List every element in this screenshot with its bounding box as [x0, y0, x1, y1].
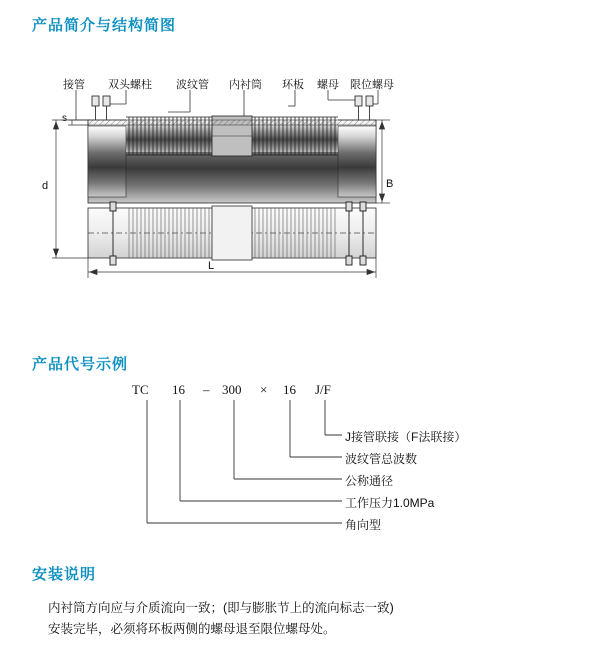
code-token-diameter: 300	[222, 382, 242, 397]
diagram-drawing	[0, 60, 600, 295]
install-notes	[48, 598, 568, 640]
code-desc-diameter: 公称通径	[345, 474, 394, 488]
code-token-connection: J/F	[315, 382, 331, 397]
code-token-times: ×	[260, 382, 268, 397]
code-leader-lines	[0, 378, 600, 548]
code-token-type: TC	[132, 382, 149, 397]
code-desc-waves: 波纹管总波数	[345, 452, 418, 466]
code-desc-pressure: 工作压力1.0MPa	[345, 496, 435, 510]
install-note-line-2: 安装完毕，必须将环板两侧的螺母退至限位螺母处。	[48, 622, 336, 636]
callout-label-limit-nut: 限位螺母	[350, 79, 394, 91]
dimension-label-B: B	[386, 178, 394, 190]
callout-label-nut: 螺母	[317, 79, 339, 91]
dimension-label-L: L	[208, 260, 215, 272]
dimension-label-d: d	[42, 180, 49, 192]
install-note-line-1: 内衬筒方向应与介质流向一致；(即与膨胀节上的流向标志一致)	[48, 601, 394, 615]
section-title-install: 安装说明	[32, 566, 97, 583]
code-desc-type: 角向型	[345, 518, 382, 532]
structure-diagram	[0, 60, 600, 295]
code-token-waves: 16	[283, 382, 296, 397]
callout-label-double-stud: 双头螺柱	[108, 79, 152, 91]
section-title-code: 产品代号示例	[32, 356, 129, 373]
callout-label-ring-plate: 环板	[282, 79, 304, 91]
section-title-intro: 产品简介与结构简图	[32, 17, 177, 34]
callout-label-bellows: 波纹管	[176, 79, 209, 91]
dimension-label-s: s	[62, 113, 67, 124]
code-desc-connection: J接管联接（F法联接）	[345, 430, 467, 444]
code-token-pressure: 16	[172, 382, 185, 397]
callout-label-connector: 接管	[63, 79, 85, 91]
callout-label-liner: 内衬筒	[229, 79, 262, 91]
code-token-dash: –	[203, 382, 210, 397]
product-code-example	[0, 378, 600, 548]
